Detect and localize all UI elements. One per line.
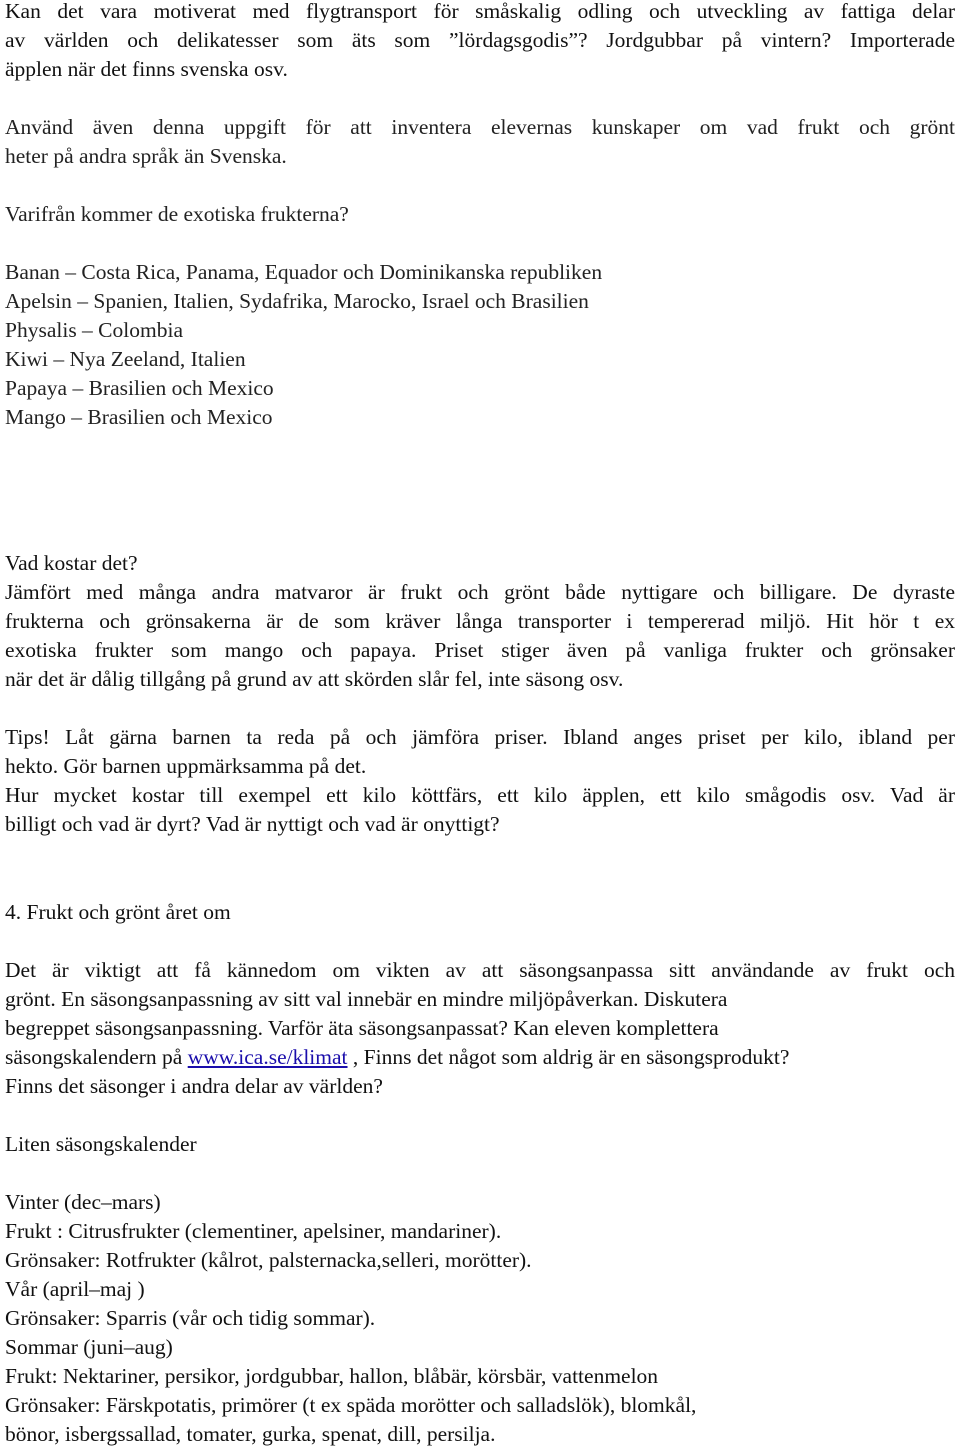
origin-item-banan: Banan – Costa Rica, Panama, Equador och Dominikanska republiken — [5, 260, 603, 284]
origins-heading: Varifrån kommer de exotiska frukterna? — [5, 202, 349, 226]
tips-line-4: billigt och vad är dyrt? Vad är nyttigt och vad är onyttigt? — [5, 812, 500, 836]
intro-line-1: Kan det vara motiverat med flygtransport för småskalig odling och utveckling av fattiga delar — [5, 0, 955, 23]
origin-item-physalis: Physalis – Colombia — [5, 318, 183, 342]
section-4-line-4-before: säsongskalendern på — [5, 1045, 188, 1069]
calendar-winter-fruit: Frukt : Citrusfrukter (clementiner, apelsiner, mandariner). — [5, 1219, 502, 1243]
calendar-summer-fruit: Frukt: Nektariner, persikor, jordgubbar, hallon, blåbär, körsbär, vattenmelon — [5, 1364, 659, 1388]
ica-klimat-link[interactable]: www.ica.se/klimat — [187, 1045, 348, 1069]
section-4-line-1: Det är viktigt att få kännedom om vikten av att säsongsanpassa sitt användande av frukt och — [5, 958, 955, 982]
languages-line-2: heter på andra språk än Svenska. — [5, 144, 287, 168]
origin-item-apelsin: Apelsin – Spanien, Italien, Sydafrika, Marocko, Israel och Brasilien — [5, 289, 589, 313]
origin-item-kiwi: Kiwi – Nya Zeeland, Italien — [5, 347, 246, 371]
calendar-winter-vegetables: Grönsaker: Rotfrukter (kålrot, palsternacka,selleri, morötter). — [5, 1248, 532, 1272]
section-4-line-4-after: , Finns det något som aldrig är en säsongsprodukt? — [347, 1045, 790, 1069]
intro-line-3: äpplen när det finns svenska osv. — [5, 57, 288, 81]
section-4-line-4 — [5, 1043, 789, 1072]
cost-line-3: exotiska frukter som mango och papaya. Priset stiger även på vanliga frukter och grönsaker — [5, 638, 955, 662]
section-4-heading: 4. Frukt och grönt året om — [5, 900, 231, 924]
origin-item-mango: Mango – Brasilien och Mexico — [5, 405, 273, 429]
cost-line-1: Jämfört med många andra matvaror är frukt och grönt både nyttigare och billigare. De dyraste — [5, 580, 955, 604]
section-4-line-5: Finns det säsonger i andra delar av världen? — [5, 1074, 383, 1098]
section-4-line-2: grönt. En säsongsanpassning av sitt val innebär en mindre miljöpåverkan. Diskutera — [5, 987, 728, 1011]
intro-line-2: av världen och delikatesser som äts som ”lördagsgodis”? Jordgubbar på vintern? Importerade — [5, 28, 955, 52]
tips-line-3: Hur mycket kostar till exempel ett kilo köttfärs, ett kilo äpplen, ett kilo smågodis osv. Vad är — [5, 783, 955, 807]
tips-line-1: Tips! Låt gärna barnen ta reda på och jämföra priser. Ibland anges priset per kilo, ibland per — [5, 725, 955, 749]
calendar-spring-heading: Vår (april–maj ) — [5, 1277, 145, 1301]
calendar-winter-heading: Vinter (dec–mars) — [5, 1190, 161, 1214]
section-4-line-3: begreppet säsongsanpassning. Varför äta säsongsanpassat? Kan eleven komplettera — [5, 1016, 719, 1040]
calendar-spring-vegetables: Grönsaker: Sparris (vår och tidig sommar). — [5, 1306, 376, 1330]
languages-line-1: Använd även denna uppgift för att inventera elevernas kunskaper om vad frukt och grönt — [5, 115, 955, 139]
calendar-summer-heading: Sommar (juni–aug) — [5, 1335, 173, 1359]
origin-item-papaya: Papaya – Brasilien och Mexico — [5, 376, 274, 400]
cost-line-4: när det är dålig tillgång på grund av att skörden slår fel, inte säsong osv. — [5, 667, 624, 691]
tips-line-2: hekto. Gör barnen uppmärksamma på det. — [5, 754, 367, 778]
calendar-summer-vegetables: Grönsaker: Färskpotatis, primörer (t ex späda morötter och salladslök), blomkål, — [5, 1393, 697, 1417]
calendar-heading: Liten säsongskalender — [5, 1132, 197, 1156]
cost-heading: Vad kostar det? — [5, 551, 138, 575]
cost-line-2: frukterna och grönsakerna är de som kräver långa transporter i tempererad miljö. Hit hör t ex — [5, 609, 955, 633]
calendar-summer-vegetables-cont: bönor, isbergssallad, tomater, gurka, spenat, dill, persilja. — [5, 1422, 496, 1446]
